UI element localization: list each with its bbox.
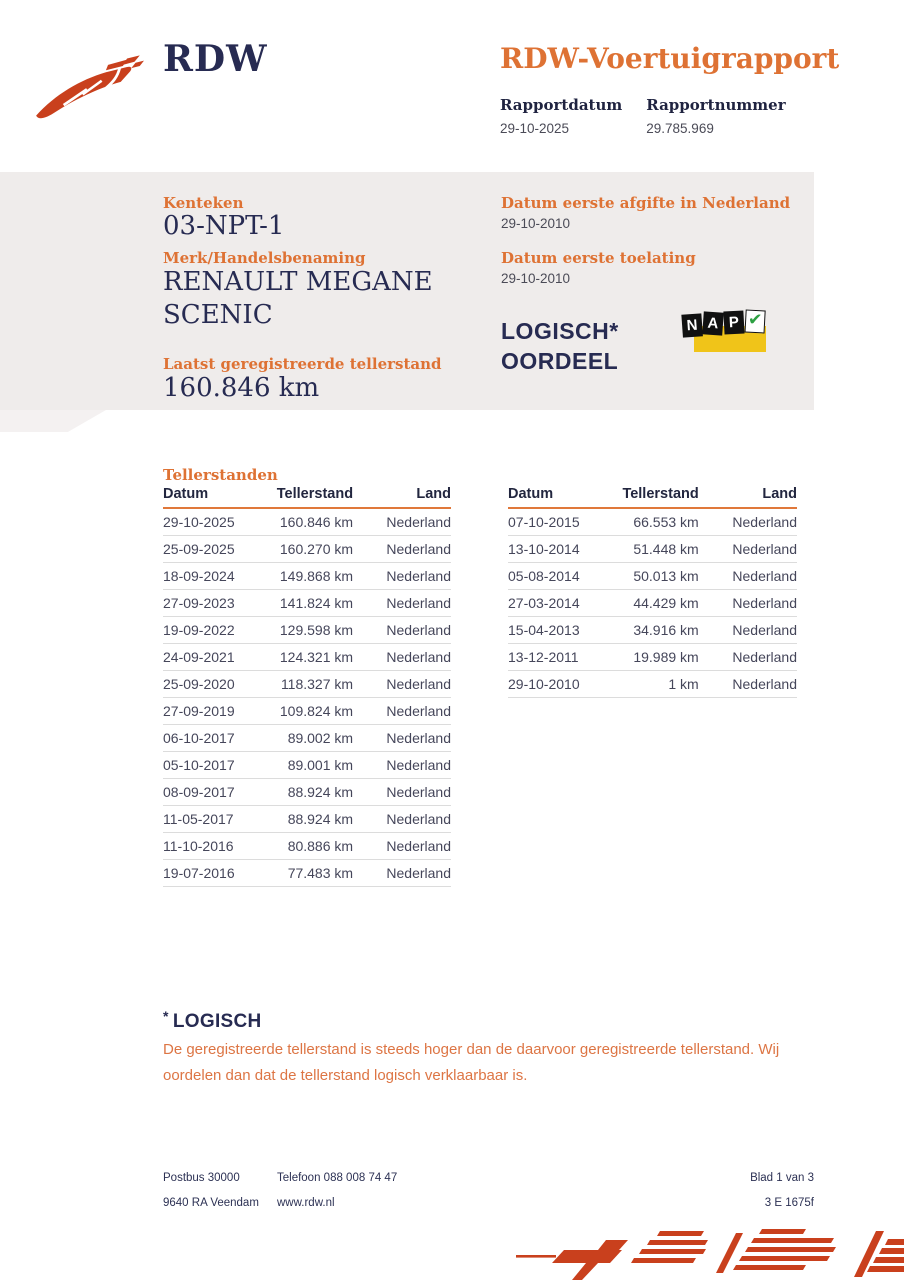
- cell-land: Nederland: [353, 725, 451, 752]
- cell-land: Nederland: [353, 590, 451, 617]
- cell-datum: 19-09-2022: [163, 617, 272, 644]
- table-row: [508, 590, 797, 617]
- footer-page-number: Blad 1 van 3: [750, 1172, 814, 1184]
- cell-land: Nederland: [353, 617, 451, 644]
- footer-address-line2: 9640 RA Veendam: [163, 1197, 259, 1209]
- nap-letter-p: P: [723, 310, 744, 334]
- tellerstand-value: 160.846 km: [163, 373, 320, 403]
- cell-datum: 25-09-2025: [163, 536, 272, 563]
- cell-tellerstand: 66.553 km: [618, 508, 699, 536]
- table-row: [508, 563, 797, 590]
- table-row: [163, 617, 451, 644]
- table-row: [163, 563, 451, 590]
- oordeel-line2: OORDEEL: [501, 348, 619, 374]
- cell-datum: 13-10-2014: [508, 536, 618, 563]
- table-row: [163, 752, 451, 779]
- cell-datum: 06-10-2017: [163, 725, 272, 752]
- cell-tellerstand: 1 km: [618, 671, 699, 698]
- cell-tellerstand: 89.002 km: [272, 725, 353, 752]
- footer-document-code: 3 E 1675f: [764, 1197, 814, 1209]
- toelating-label: Datum eerste toelating: [501, 249, 696, 267]
- rdw-wordmark: RDW: [163, 38, 268, 80]
- cell-tellerstand: 160.846 km: [272, 508, 353, 536]
- merk-line1: RENAULT MEGANE: [163, 267, 433, 297]
- table-row: [163, 508, 451, 536]
- cell-tellerstand: 44.429 km: [618, 590, 699, 617]
- rdw-stripes-motif-icon: [500, 1225, 904, 1280]
- oordeel-line1: LOGISCH*: [501, 318, 619, 344]
- vehicle-summary-panel: [0, 172, 814, 410]
- cell-datum: 08-09-2017: [163, 779, 272, 806]
- cell-land: Nederland: [353, 806, 451, 833]
- merk-label: Merk/Handelsbenaming: [163, 249, 366, 267]
- cell-land: Nederland: [353, 752, 451, 779]
- cell-datum: 05-08-2014: [508, 563, 618, 590]
- table-row: [163, 590, 451, 617]
- cell-datum: 27-09-2019: [163, 698, 272, 725]
- cell-land: Nederland: [699, 590, 797, 617]
- cell-datum: 29-10-2025: [163, 508, 272, 536]
- cell-tellerstand: 89.001 km: [272, 752, 353, 779]
- footnote-title: LOGISCH: [172, 1011, 262, 1032]
- merk-line2: SCENIC: [163, 300, 273, 330]
- cell-datum: 18-09-2024: [163, 563, 272, 590]
- nap-letter-a: A: [702, 311, 724, 335]
- table-row: [163, 725, 451, 752]
- table-row: [163, 833, 451, 860]
- afgifte-label: Datum eerste afgifte in Nederland: [501, 194, 791, 212]
- toelating-value: 29-10-2010: [501, 271, 571, 286]
- table-header-row: [508, 486, 797, 508]
- merk-value: [163, 266, 433, 332]
- header-datum: Datum: [508, 486, 618, 508]
- cell-tellerstand: 50.013 km: [618, 563, 699, 590]
- table-row: [163, 671, 451, 698]
- table-row: [163, 536, 451, 563]
- table-row: [163, 698, 451, 725]
- cell-datum: 27-09-2023: [163, 590, 272, 617]
- cell-land: Nederland: [699, 563, 797, 590]
- cell-datum: 15-04-2013: [508, 617, 618, 644]
- cell-tellerstand: 129.598 km: [272, 617, 353, 644]
- afgifte-value: 29-10-2010: [501, 216, 571, 231]
- cell-land: Nederland: [353, 508, 451, 536]
- cell-datum: 11-10-2016: [163, 833, 272, 860]
- header-tellerstand: Tellerstand: [272, 486, 353, 508]
- cell-datum: 25-09-2020: [163, 671, 272, 698]
- cell-land: Nederland: [353, 563, 451, 590]
- table-row: [163, 779, 451, 806]
- cell-tellerstand: 149.868 km: [272, 563, 353, 590]
- header-land: Land: [699, 486, 797, 508]
- rdw-swoosh-icon: [34, 50, 144, 120]
- cell-land: Nederland: [699, 617, 797, 644]
- cell-tellerstand: 109.824 km: [272, 698, 353, 725]
- footnote-asterisk: *: [163, 1008, 169, 1024]
- odometer-table-left: [163, 486, 451, 887]
- cell-land: Nederland: [699, 508, 797, 536]
- cell-tellerstand: 124.321 km: [272, 644, 353, 671]
- header-datum: Datum: [163, 486, 272, 508]
- panel-corner-cut: [0, 410, 106, 432]
- cell-land: Nederland: [353, 860, 451, 887]
- report-number-label: Rapportnummer: [646, 96, 786, 114]
- table-row: [508, 671, 797, 698]
- nap-logo: [682, 309, 772, 360]
- report-date-value: 29-10-2025: [500, 121, 570, 136]
- table-row: [163, 644, 451, 671]
- kenteken-value: 03-NPT-1: [163, 211, 285, 241]
- cell-land: Nederland: [353, 698, 451, 725]
- table-header-row: [163, 486, 451, 508]
- footer-address-line1: Postbus 30000: [163, 1172, 240, 1184]
- cell-land: Nederland: [353, 671, 451, 698]
- cell-tellerstand: 141.824 km: [272, 590, 353, 617]
- cell-land: Nederland: [699, 536, 797, 563]
- tellerstand-label: Laatst geregistreerde tellerstand: [163, 355, 442, 373]
- nap-check-icon: ✔: [745, 309, 766, 333]
- cell-datum: 13-12-2011: [508, 644, 618, 671]
- cell-tellerstand: 88.924 km: [272, 779, 353, 806]
- cell-datum: 27-03-2014: [508, 590, 618, 617]
- footer-phone: Telefoon 088 008 74 47: [277, 1172, 398, 1184]
- cell-datum: 29-10-2010: [508, 671, 618, 698]
- table-row: [508, 536, 797, 563]
- odometer-table-right: [508, 486, 797, 698]
- kenteken-label: Kenteken: [163, 194, 244, 212]
- table-row: [163, 806, 451, 833]
- cell-tellerstand: 88.924 km: [272, 806, 353, 833]
- cell-datum: 07-10-2015: [508, 508, 618, 536]
- cell-tellerstand: 19.989 km: [618, 644, 699, 671]
- oordeel-verdict: [501, 316, 619, 376]
- table-row: [163, 860, 451, 887]
- cell-tellerstand: 51.448 km: [618, 536, 699, 563]
- header-land: Land: [353, 486, 451, 508]
- cell-tellerstand: 80.886 km: [272, 833, 353, 860]
- cell-datum: 11-05-2017: [163, 806, 272, 833]
- cell-land: Nederland: [699, 644, 797, 671]
- table-row: [508, 617, 797, 644]
- cell-datum: 05-10-2017: [163, 752, 272, 779]
- page-title: RDW-Voertuigrapport: [500, 42, 840, 75]
- report-number-value: 29.785.969: [646, 121, 714, 136]
- cell-datum: 24-09-2021: [163, 644, 272, 671]
- nap-letter-n: N: [681, 313, 703, 337]
- cell-tellerstand: 160.270 km: [272, 536, 353, 563]
- cell-datum: 19-07-2016: [163, 860, 272, 887]
- header-tellerstand: Tellerstand: [618, 486, 699, 508]
- table-row: [508, 644, 797, 671]
- cell-tellerstand: 118.327 km: [272, 671, 353, 698]
- cell-tellerstand: 34.916 km: [618, 617, 699, 644]
- footnote-heading: [163, 1008, 262, 1033]
- table-row: [508, 508, 797, 536]
- report-meta: [500, 96, 786, 136]
- cell-tellerstand: 77.483 km: [272, 860, 353, 887]
- tellerstanden-section-title: Tellerstanden: [163, 466, 278, 484]
- cell-land: Nederland: [353, 536, 451, 563]
- cell-land: Nederland: [353, 779, 451, 806]
- report-date-label: Rapportdatum: [500, 96, 623, 114]
- cell-land: Nederland: [353, 644, 451, 671]
- footnote-text: De geregistreerde tellerstand is steeds hoger dan de daarvoor geregistreerde tellerstand. Wij oordelen dan dat de tellerstand logisch verklaarbaar is.: [163, 1041, 780, 1084]
- cell-land: Nederland: [353, 833, 451, 860]
- footer-website: www.rdw.nl: [277, 1197, 335, 1209]
- cell-land: Nederland: [699, 671, 797, 698]
